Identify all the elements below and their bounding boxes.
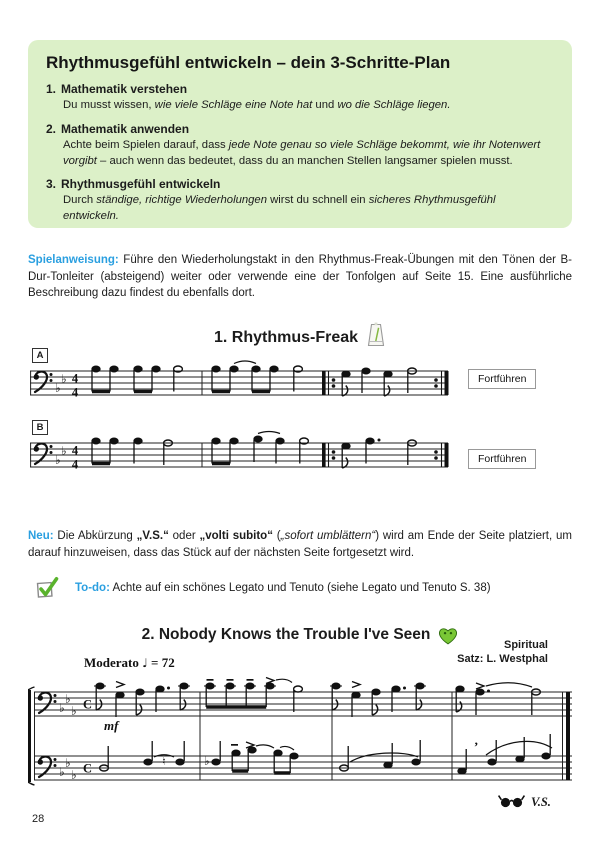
- svg-text:4: 4: [71, 457, 79, 472]
- exercise-heading: [0, 322, 600, 348]
- plan-box-title: Rhythmusgefühl entwickeln – dein 3-Schritte-Plan: [46, 53, 451, 72]
- step-number: 3.: [46, 177, 57, 192]
- todo-line: [75, 580, 545, 597]
- spielanweisung-label: Spielanweisung:: [28, 254, 119, 266]
- plan-step-1-body: Du musst wissen, wie viele Schläge eine Note hat und wo die Schläge liegen.: [63, 99, 451, 111]
- plan-step-2: [46, 122, 554, 170]
- fortfuehren-button-a[interactable]: Fortführen: [468, 369, 536, 389]
- svg-text:mf: mf: [104, 718, 119, 733]
- svg-text:♭: ♭: [59, 701, 65, 715]
- plan-box: [28, 40, 572, 228]
- heart-icon: [438, 627, 458, 645]
- vs-marking: V.S.: [531, 795, 551, 809]
- quarter-note-icon: ♩: [142, 656, 148, 670]
- neu-label: Neu:: [28, 530, 54, 542]
- spielanweisung-paragraph: [28, 252, 572, 302]
- svg-text:♭: ♭: [65, 756, 71, 770]
- svg-text:♮: ♮: [162, 755, 166, 768]
- svg-text:C: C: [83, 761, 93, 776]
- staff-a-notation: [30, 357, 460, 409]
- svg-text:4: 4: [71, 443, 79, 458]
- song-credit-style: Spiritual: [503, 639, 548, 651]
- plan-step-2-heading: [46, 122, 554, 136]
- glasses-icon: [497, 792, 527, 809]
- page-number: 28: [32, 813, 45, 825]
- song-system-notation: [28, 672, 572, 802]
- svg-text:♭: ♭: [55, 381, 61, 395]
- plan-step-3-heading: [46, 177, 554, 191]
- step-heading-text: Rhythmusgefühl entwickeln: [61, 177, 221, 192]
- step-number: 1.: [46, 82, 57, 96]
- svg-text:4: 4: [71, 385, 79, 400]
- svg-text:♭: ♭: [55, 453, 61, 467]
- step-number: 2.: [46, 121, 57, 136]
- step-heading-text: Mathematik anwenden: [61, 121, 190, 136]
- fortfuehren-button-b[interactable]: Fortführen: [468, 449, 536, 469]
- svg-text:♭: ♭: [71, 768, 77, 782]
- plan-step-1-heading: [46, 82, 554, 96]
- exercise-a-label: A: [32, 348, 48, 363]
- tempo-marking: Moderato ♩ = 72: [84, 655, 175, 670]
- song-title-text: 2. Nobody Knows the Trouble I've Seen: [141, 626, 431, 643]
- todo-text: Achte auf ein schönes Legato und Tenuto (siehe Legato und Tenuto S. 38): [109, 582, 491, 594]
- svg-text:C: C: [83, 697, 93, 712]
- plan-step-2-body: Achte beim Spielen darauf, dass jede Note genau so viele Schläge bekommt, wie ihr Notenwert vorgibt – auch wenn das bedeutet, dass du an manchen Stellen langsamer spielen musst.: [63, 138, 541, 167]
- spielanweisung-text: Führe den Wiederholungstakt in den Rhythmus-Freak-Übungen mit den Tönen der B-Dur-Tonleiter (absteigend) weiter oder verwende eine der Tonfolgen auf Seite 15. Eine ausführliche Beschreibung dazu findest du ebenfalls dort.: [28, 254, 572, 300]
- svg-text:’: ’: [474, 739, 479, 754]
- neu-paragraph: Neu: Die Abkürzung „V.S.“ oder „volti subito“ („sofort umblättern“) wird am Ende der Seite platziert, um darauf hinzuweisen, dass das Stück auf der nächsten Seite fortgesetzt wird.: [28, 530, 572, 559]
- svg-text:♭: ♭: [61, 444, 67, 458]
- song-credits: [457, 638, 548, 666]
- checkbox-check-icon: [36, 576, 60, 600]
- svg-text:♭: ♭: [204, 754, 210, 768]
- todo-label: To-do:: [75, 582, 110, 594]
- plan-step-1: [46, 82, 554, 114]
- exercise-b-label: B: [32, 420, 48, 435]
- song-credit-arranger: Satz: L. Westphal: [457, 653, 548, 665]
- plan-step-3: [46, 177, 554, 225]
- svg-text:4: 4: [71, 371, 79, 386]
- step-heading-text: Mathematik verstehen: [61, 82, 188, 96]
- exercise-heading-text: 1. Rhythmus-Freak: [213, 329, 359, 346]
- svg-text:♭: ♭: [71, 704, 77, 718]
- svg-text:♭: ♭: [59, 765, 65, 779]
- svg-text:♭: ♭: [65, 692, 71, 706]
- plan-step-3-body: Durch ständige, richtige Wiederholungen wirst du schnell ein sicheres Rhythmusgefühl entwickeln.: [63, 194, 496, 223]
- svg-text:♭: ♭: [61, 372, 67, 386]
- metronome-icon: [366, 322, 386, 348]
- staff-b-notation: [30, 429, 460, 481]
